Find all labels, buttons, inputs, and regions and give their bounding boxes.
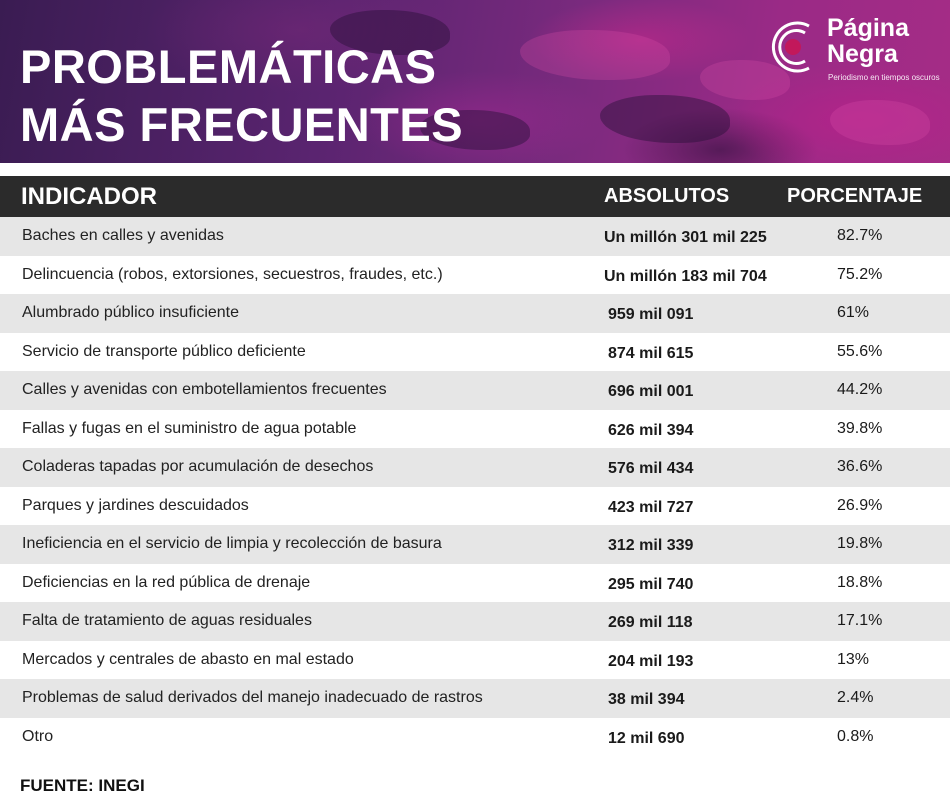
indicator-cell: Servicio de transporte público deficiente [22, 342, 306, 360]
percent-cell: 61% [837, 304, 870, 321]
background-texture [600, 95, 730, 143]
absolute-cell: 269 mil 118 [608, 614, 693, 631]
absolute-cell: 312 mil 339 [608, 537, 694, 554]
table-row [0, 371, 950, 410]
percent-cell: 82.7% [837, 227, 883, 244]
column-header-indicador: INDICADOR [21, 183, 157, 210]
table-row [0, 564, 950, 603]
percent-cell: 2.4% [837, 689, 874, 706]
indicator-cell: Delincuencia (robos, extorsiones, secuestros, fraudes, etc.) [22, 265, 443, 283]
indicator-cell: Deficiencias en la red pública de drenaje [22, 573, 311, 591]
absolute-cell: 626 mil 394 [608, 421, 694, 439]
table-row [0, 525, 950, 564]
header-banner [0, 0, 950, 163]
percent-cell: 17.1% [837, 612, 883, 629]
background-texture [520, 30, 670, 80]
table-row [0, 294, 950, 333]
table-body [0, 217, 950, 756]
percent-cell: 55.6% [837, 342, 883, 360]
absolute-cell: 204 mil 193 [608, 652, 694, 670]
absolute-cell: 38 mil 394 [608, 691, 685, 708]
table-row [0, 410, 950, 449]
table-row [0, 641, 950, 680]
indicator-cell: Fallas y fugas en el suministro de agua potable [22, 419, 357, 437]
absolute-cell: 576 mil 434 [608, 460, 694, 477]
table-row [0, 602, 950, 641]
table-row [0, 679, 950, 718]
absolute-cell: Un millón 183 mil 704 [604, 267, 767, 285]
indicator-cell: Mercados y centrales de abasto en mal estado [22, 650, 354, 668]
background-texture [830, 100, 930, 145]
percent-cell: 44.2% [837, 381, 883, 398]
indicator-cell: Coladeras tapadas por acumulación de desechos [22, 458, 374, 475]
absolute-cell: 959 mil 091 [608, 306, 694, 323]
percent-cell: 75.2% [837, 265, 883, 283]
table-row [0, 718, 950, 757]
percent-cell: 18.8% [837, 573, 883, 591]
brand-line-1: Página [827, 14, 909, 42]
title-line-1: PROBLEMÁTICAS [20, 40, 437, 93]
percent-cell: 39.8% [837, 419, 883, 437]
percent-cell: 36.6% [837, 458, 883, 475]
brand-name [827, 15, 909, 67]
percent-cell: 26.9% [837, 496, 883, 514]
indicator-cell: Baches en calles y avenidas [22, 227, 224, 244]
absolute-cell: 874 mil 615 [608, 344, 694, 362]
table-row [0, 448, 950, 487]
absolute-cell: 696 mil 001 [608, 383, 694, 400]
logo-mark-icon [765, 18, 821, 76]
indicator-cell: Ineficiencia en el servicio de limpia y recolección de basura [22, 535, 442, 552]
table-row [0, 487, 950, 526]
absolute-cell: 423 mil 727 [608, 498, 694, 516]
indicator-cell: Otro [22, 727, 54, 745]
indicator-cell: Problemas de salud derivados del manejo inadecuado de rastros [22, 689, 483, 706]
brand-line-2: Negra [827, 40, 898, 68]
percent-cell: 13% [837, 650, 870, 668]
source-note: FUENTE: INEGI [20, 776, 145, 795]
brand-tagline: Periodismo en tiempos oscuros [828, 73, 940, 82]
indicator-cell: Alumbrado público insuficiente [22, 304, 240, 321]
absolute-cell: 12 mil 690 [608, 729, 685, 747]
percent-cell: 0.8% [837, 727, 874, 745]
title-line-2: MÁS FRECUENTES [20, 98, 464, 151]
table-header [0, 176, 950, 217]
column-header-porcentaje: PORCENTAJE [787, 185, 923, 207]
indicator-cell: Parques y jardines descuidados [22, 496, 249, 514]
absolute-cell: Un millón 301 mil 225 [604, 229, 767, 246]
column-header-absolutos: ABSOLUTOS [604, 185, 730, 207]
absolute-cell: 295 mil 740 [608, 575, 694, 593]
page-title [20, 38, 463, 154]
table-row [0, 333, 950, 372]
table-row [0, 256, 950, 295]
percent-cell: 19.8% [837, 535, 883, 552]
table-row [0, 217, 950, 256]
indicator-cell: Calles y avenidas con embotellamientos frecuentes [22, 381, 387, 398]
indicator-cell: Falta de tratamiento de aguas residuales [22, 612, 312, 629]
brand-logo [765, 15, 940, 87]
